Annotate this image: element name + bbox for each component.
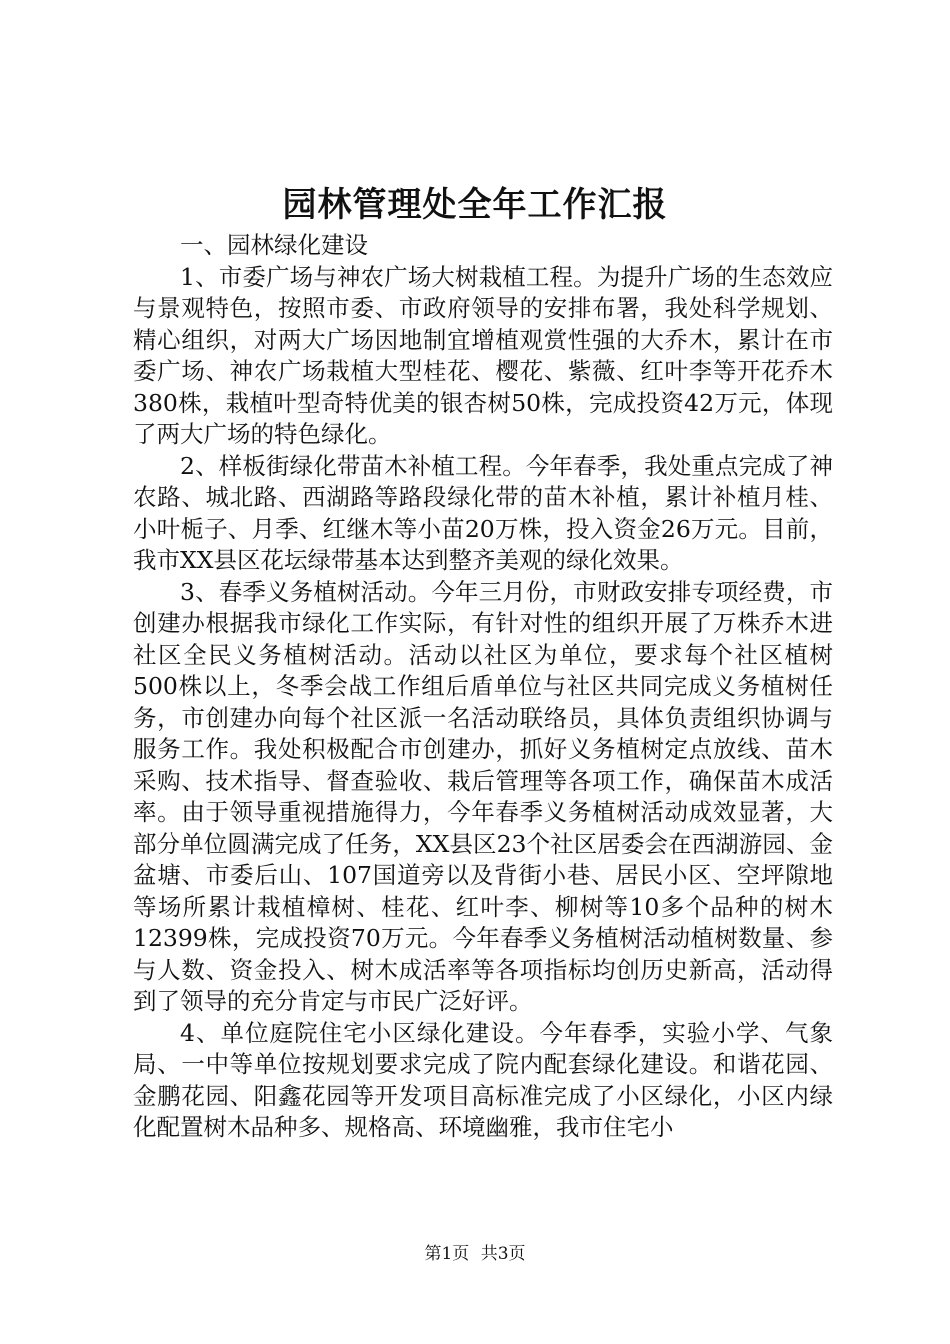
paragraph-4: 4、单位庭院住宅小区绿化建设。今年春季，实验小学、气象局、一中等单位按规划要求完成了院内配套绿化建设。和谐花园、金鹏花园、阳鑫花园等开发项目高标准完成了小区绿化，小区内绿化配置树木品种多、规格高、环境幽雅，我市住宅小 bbox=[133, 1018, 833, 1141]
page-number: 第1页 bbox=[424, 1244, 470, 1264]
section-heading: 一、园林绿化建设 bbox=[180, 231, 368, 259]
paragraph-1: 1、市委广场与神农广场大树栽植工程。为提升广场的生态效应与景观特色，按照市委、市政府领导的安排布署，我处科学规划、精心组织，对两大广场因地制宜增植观赏性强的大乔木，累计在市委广场、神农广场栽植大型桂花、樱花、紫薇、红叶李等开花乔木380株，栽植叶型奇特优美的银杏树50株，完成投资42万元，体现了两大广场的特色绿化。 bbox=[133, 262, 833, 448]
paragraph-3: 3、春季义务植树活动。今年三月份，市财政安排专项经费，市创建办根据我市绿化工作实际，有针对性的组织开展了万株乔木进社区全民义务植树活动。活动以社区为单位，要求每个社区植树500株以上，冬季会战工作组后盾单位与社区共同完成义务植树任务，市创建办向每个社区派一名活动联络员，具体负责组织协调与服务工作。我处积极配合市创建办，抓好义务植树定点放线、苗木采购、技术指导、督查验收、栽后管理等各项工作，确保苗木成活率。由于领导重视措施得力，今年春季义务植树活动成效显著，大部分单位圆满完成了任务，XX县区23个社区居委会在西湖游园、金盆塘、市委后山、107国道旁以及背街小巷、居民小区、空坪隙地等场所累计栽植樟树、桂花、红叶李、柳树等10多个品种的树木12399株，完成投资70万元。今年春季义务植树活动植树数量、参与人数、资金投入、树木成活率等各项指标均创历史新高，活动得到了领导的充分肯定与市民广泛好评。 bbox=[133, 577, 833, 1015]
document-body bbox=[133, 230, 833, 1144]
page-total: 共3页 bbox=[480, 1244, 526, 1264]
page-footer bbox=[0, 1242, 950, 1266]
document-title: 园林管理处全年工作汇报 bbox=[282, 185, 668, 225]
paragraph-2: 2、样板街绿化带苗木补植工程。今年春季，我处重点完成了神农路、城北路、西湖路等路段绿化带的苗木补植，累计补植月桂、小叶栀子、月季、红继木等小苗20万株，投入资金26万元。目前，我市XX县区花坛绿带基本达到整齐美观的绿化效果。 bbox=[133, 451, 833, 574]
